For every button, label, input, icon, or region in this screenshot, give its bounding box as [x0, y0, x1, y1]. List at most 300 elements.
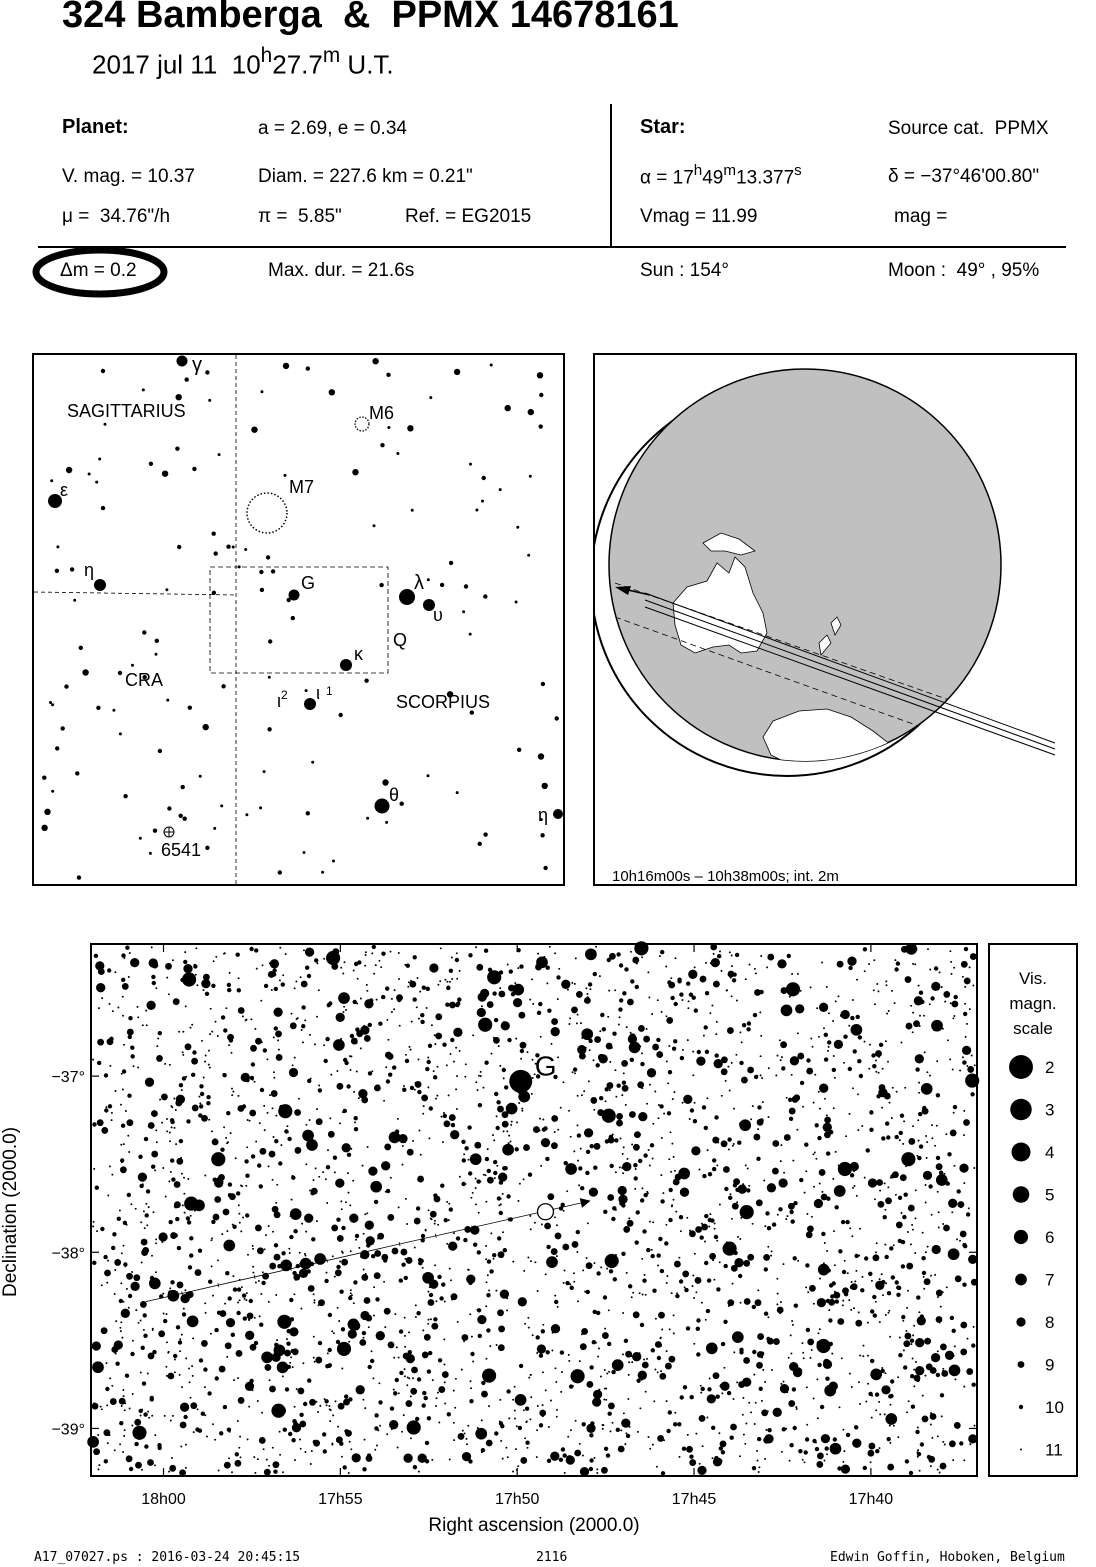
- field-star: [350, 1056, 352, 1058]
- field-star: [428, 1137, 430, 1139]
- field-star: [731, 1218, 733, 1220]
- field-star: [764, 1312, 768, 1316]
- field-star: [735, 1188, 739, 1192]
- field-star: [357, 960, 361, 964]
- field-star: [451, 1123, 455, 1127]
- field-star: [166, 1375, 168, 1377]
- field-star: [641, 1258, 643, 1260]
- field-star: [316, 1016, 318, 1018]
- field-star: [337, 1426, 339, 1428]
- field-star: [792, 1324, 794, 1326]
- field-star: [122, 1015, 124, 1017]
- field-star: [509, 969, 513, 973]
- field-star: [92, 1261, 96, 1265]
- field-star: [123, 1435, 125, 1437]
- field-star: [742, 1414, 744, 1416]
- field-star: [172, 1415, 174, 1417]
- field-star: [466, 1438, 468, 1440]
- field-star: [859, 1228, 861, 1230]
- field-star: [707, 1149, 709, 1151]
- field-star: [826, 1197, 830, 1201]
- field-star: [797, 1032, 799, 1034]
- field-star: [281, 982, 285, 986]
- finder-star: [543, 866, 547, 870]
- field-star: [163, 1319, 167, 1323]
- field-star: [282, 1471, 284, 1473]
- field-star: [339, 1122, 341, 1124]
- field-star: [280, 1144, 282, 1146]
- field-star: [225, 1342, 232, 1349]
- label-q: Q: [393, 630, 408, 650]
- field-star: [289, 1068, 298, 1077]
- field-star: [663, 1439, 665, 1441]
- field-star: [178, 1340, 182, 1344]
- field-star: [426, 1007, 428, 1009]
- field-star: [403, 1414, 405, 1416]
- x-tick-label: 17h55: [318, 1491, 363, 1508]
- field-star: [417, 1090, 421, 1094]
- field-star: [312, 1140, 314, 1142]
- field-star: [712, 1259, 714, 1261]
- field-star: [187, 1220, 191, 1224]
- field-star: [451, 978, 453, 980]
- field-star: [693, 1343, 695, 1345]
- field-star: [869, 1044, 871, 1046]
- field-star: [727, 1027, 734, 1034]
- field-star: [694, 1102, 696, 1104]
- field-star: [681, 999, 683, 1001]
- field-star: [720, 1440, 727, 1447]
- field-star: [915, 1430, 919, 1434]
- field-star: [480, 1075, 482, 1077]
- field-star: [850, 1173, 854, 1177]
- field-star: [761, 1400, 763, 1402]
- field-star: [835, 1000, 837, 1002]
- field-star: [726, 990, 728, 992]
- field-star: [554, 1300, 558, 1304]
- field-star: [828, 1012, 830, 1014]
- field-star: [151, 1415, 153, 1417]
- field-star: [406, 1257, 413, 1264]
- field-star: [806, 1213, 808, 1215]
- field-star: [631, 1296, 633, 1298]
- field-star: [429, 1293, 433, 1297]
- field-star: [155, 1238, 157, 1240]
- field-star: [478, 1212, 480, 1214]
- field-star: [446, 1243, 448, 1245]
- field-star: [906, 1307, 908, 1309]
- field-star: [644, 1193, 648, 1197]
- field-star: [374, 1413, 378, 1417]
- field-star: [683, 1385, 687, 1389]
- field-star: [962, 1283, 966, 1287]
- field-star: [885, 1197, 892, 1204]
- field-star: [832, 1020, 834, 1022]
- field-star: [413, 1465, 417, 1469]
- field-star: [939, 971, 941, 973]
- field-star: [901, 1315, 905, 1319]
- field-star: [387, 1039, 389, 1041]
- field-star: [464, 1146, 468, 1150]
- field-star: [754, 968, 756, 970]
- field-star: [834, 1040, 843, 1049]
- finder-star: [352, 469, 358, 475]
- field-star: [594, 1262, 596, 1264]
- field-star: [805, 1437, 809, 1441]
- field-star: [851, 1386, 853, 1388]
- field-star: [560, 1350, 564, 1354]
- field-star: [392, 1248, 399, 1255]
- field-star: [796, 1408, 798, 1410]
- field-star: [874, 1198, 876, 1200]
- finder-star: [382, 779, 388, 785]
- field-star: [453, 1061, 455, 1063]
- field-star: [730, 1436, 734, 1440]
- field-star: [934, 1145, 936, 1147]
- field-star: [826, 986, 828, 988]
- field-star: [477, 1089, 479, 1091]
- field-star: [592, 1397, 601, 1406]
- field-star: [483, 1087, 485, 1089]
- field-star: [596, 1468, 598, 1470]
- field-star: [924, 1278, 931, 1285]
- field-star: [344, 1061, 348, 1065]
- field-star: [300, 1258, 312, 1270]
- field-star: [96, 983, 105, 992]
- field-star: [190, 1027, 192, 1029]
- field-star: [742, 1397, 744, 1399]
- field-star: [181, 1089, 183, 1091]
- field-star: [468, 1459, 472, 1463]
- field-star: [307, 974, 311, 978]
- field-star: [211, 1220, 215, 1224]
- field-star: [923, 1015, 925, 1017]
- field-star: [489, 1269, 493, 1273]
- field-star: [122, 1451, 124, 1453]
- field-star: [317, 1411, 319, 1413]
- field-star: [453, 1422, 455, 1424]
- field-star: [151, 1110, 158, 1117]
- star-iota1: [304, 698, 316, 710]
- field-star: [759, 1387, 763, 1391]
- field-star: [393, 1389, 395, 1391]
- field-star: [564, 1270, 566, 1272]
- field-star: [334, 1171, 336, 1173]
- field-star: [847, 1272, 849, 1274]
- field-star: [371, 1360, 373, 1362]
- field-star: [404, 1375, 406, 1377]
- field-star: [599, 1096, 603, 1100]
- field-star: [437, 1066, 439, 1068]
- field-star: [972, 1383, 976, 1387]
- finder-star: [311, 761, 314, 764]
- field-star: [427, 1369, 431, 1373]
- field-star: [173, 1098, 175, 1100]
- field-star: [481, 1005, 483, 1007]
- field-star: [428, 1209, 430, 1211]
- field-star: [879, 1084, 886, 1091]
- field-star: [960, 1231, 967, 1238]
- field-star: [702, 1105, 706, 1109]
- field-star: [417, 1377, 421, 1381]
- field-star: [942, 1028, 944, 1030]
- field-star: [627, 1220, 634, 1227]
- field-star: [256, 968, 258, 970]
- field-star: [565, 1163, 577, 1175]
- field-star: [371, 1070, 373, 1072]
- field-star: [435, 1033, 442, 1040]
- field-star: [415, 1417, 419, 1421]
- field-star: [580, 1343, 587, 1350]
- field-star: [346, 1084, 350, 1088]
- field-star: [442, 1141, 444, 1143]
- field-star: [625, 1351, 632, 1358]
- field-star: [868, 1443, 875, 1450]
- field-star: [472, 1192, 474, 1194]
- field-star: [434, 1220, 436, 1222]
- field-star: [453, 1232, 455, 1234]
- field-star: [890, 1404, 892, 1406]
- field-star: [305, 1255, 307, 1257]
- field-star: [919, 991, 923, 995]
- field-star: [667, 1082, 669, 1084]
- field-star: [741, 1041, 743, 1043]
- field-star: [126, 1119, 133, 1126]
- field-star: [135, 1309, 137, 1311]
- field-star: [430, 1218, 432, 1220]
- field-star: [204, 1386, 206, 1388]
- field-star: [851, 1281, 853, 1283]
- field-star: [406, 1259, 408, 1261]
- field-star: [885, 1413, 897, 1425]
- label-ngc6541: 6541: [161, 840, 202, 860]
- field-star: [760, 1055, 762, 1057]
- field-star: [225, 1007, 227, 1009]
- field-star: [554, 1216, 556, 1218]
- field-star: [670, 996, 674, 1000]
- field-star: [896, 1285, 900, 1289]
- field-star: [374, 1449, 376, 1451]
- field-star: [273, 1077, 275, 1079]
- field-star: [829, 1342, 833, 1346]
- field-star: [747, 1124, 749, 1126]
- field-star: [764, 1381, 766, 1383]
- field-star: [203, 1367, 207, 1371]
- field-star: [404, 1317, 406, 1319]
- field-star: [219, 1366, 226, 1373]
- field-star: [448, 1219, 450, 1221]
- field-star: [858, 1381, 860, 1383]
- field-star: [815, 1158, 817, 1160]
- field-star: [341, 1368, 343, 1370]
- field-star: [719, 950, 721, 952]
- field-star: [727, 1137, 731, 1141]
- field-star: [332, 1255, 334, 1257]
- field-star: [211, 1031, 213, 1033]
- field-star: [333, 1156, 337, 1160]
- field-star: [299, 1252, 301, 1254]
- field-star: [342, 1329, 344, 1331]
- field-star: [518, 1426, 522, 1430]
- field-star: [484, 949, 488, 953]
- field-star: [704, 1025, 708, 1029]
- field-star: [564, 982, 566, 984]
- field-star: [744, 1298, 751, 1305]
- finder-star: [271, 569, 275, 573]
- field-star: [350, 1448, 352, 1450]
- field-star: [294, 1459, 296, 1461]
- finder-star: [427, 578, 430, 581]
- field-star: [497, 1309, 504, 1316]
- field-star: [226, 1318, 235, 1327]
- field-star: [217, 1259, 219, 1261]
- field-star: [192, 1337, 194, 1339]
- field-star: [434, 1043, 436, 1045]
- field-star: [530, 1396, 532, 1398]
- field-star: [716, 1395, 720, 1399]
- field-star: [475, 1203, 477, 1205]
- field-star: [231, 1471, 233, 1473]
- field-star: [948, 1248, 960, 1260]
- field-star: [462, 1158, 466, 1162]
- field-star: [580, 1022, 582, 1024]
- finder-star: [214, 551, 218, 555]
- field-star: [211, 1237, 213, 1239]
- field-star: [963, 1110, 965, 1112]
- field-star: [290, 1022, 297, 1029]
- field-star: [642, 1187, 644, 1189]
- field-star: [292, 1419, 296, 1423]
- field-star: [936, 1156, 940, 1160]
- field-star: [702, 1445, 704, 1447]
- finder-star: [66, 467, 72, 473]
- field-star: [166, 1341, 168, 1343]
- field-star: [867, 1450, 874, 1457]
- field-star: [305, 1231, 307, 1233]
- field-star: [876, 1179, 883, 1186]
- field-star: [441, 1282, 445, 1286]
- path-tick: [435, 1234, 436, 1238]
- field-star: [187, 1199, 189, 1201]
- finder-star: [176, 394, 182, 400]
- field-star: [432, 1379, 434, 1381]
- field-star: [696, 1352, 700, 1356]
- field-star: [305, 1451, 307, 1453]
- field-star: [376, 1445, 378, 1447]
- field-star: [843, 1035, 847, 1039]
- field-star: [137, 1067, 139, 1069]
- field-star: [768, 1067, 770, 1069]
- field-star: [942, 1223, 944, 1225]
- field-star: [600, 1376, 602, 1378]
- field-star: [429, 1286, 431, 1288]
- field-star: [757, 1351, 764, 1358]
- field-star: [764, 1458, 766, 1460]
- field-star: [289, 1252, 291, 1254]
- field-star: [107, 1442, 109, 1444]
- field-star: [188, 1368, 190, 1370]
- field-star: [819, 1108, 821, 1110]
- field-star: [356, 1003, 358, 1005]
- field-star: [692, 1074, 694, 1076]
- field-star: [435, 1300, 437, 1302]
- field-star: [849, 1113, 851, 1115]
- field-star: [405, 1059, 409, 1063]
- field-star: [913, 1325, 915, 1327]
- field-star: [451, 1299, 453, 1301]
- field-star: [557, 1129, 559, 1131]
- field-star: [585, 948, 597, 960]
- field-star: [757, 1105, 761, 1109]
- path-arrowhead: [580, 1198, 591, 1208]
- field-star: [815, 1442, 817, 1444]
- field-star: [514, 1418, 516, 1420]
- field-star: [404, 1368, 406, 1370]
- field-star: [915, 1189, 917, 1191]
- field-star: [931, 1137, 933, 1139]
- field-star: [637, 1431, 639, 1433]
- field-star: [729, 1250, 733, 1254]
- finder-star: [260, 390, 263, 393]
- field-star: [475, 1178, 477, 1180]
- field-star: [717, 954, 721, 958]
- field-star: [783, 1172, 785, 1174]
- field-star: [652, 1158, 654, 1160]
- field-star: [735, 953, 739, 957]
- field-star: [273, 1071, 275, 1073]
- field-star: [204, 1175, 206, 1177]
- field-star: [146, 1189, 150, 1193]
- field-star: [555, 1367, 557, 1369]
- field-star: [608, 1412, 612, 1416]
- field-star: [427, 1323, 429, 1325]
- field-star: [660, 1269, 664, 1273]
- field-star: [347, 1172, 349, 1174]
- field-star: [444, 1381, 446, 1383]
- field-star: [665, 1224, 667, 1226]
- field-star: [104, 1108, 108, 1112]
- field-star: [633, 1311, 640, 1318]
- field-star: [274, 1254, 281, 1261]
- field-star: [541, 1138, 550, 1147]
- field-star: [618, 1186, 627, 1195]
- finder-star: [101, 506, 105, 510]
- field-star: [138, 1155, 142, 1159]
- field-star: [783, 1263, 785, 1265]
- field-star: [252, 1266, 254, 1268]
- field-star: [302, 1362, 304, 1364]
- field-star: [189, 1253, 193, 1257]
- field-star: [941, 1415, 943, 1417]
- field-star: [579, 1053, 586, 1060]
- field-star: [907, 1342, 909, 1344]
- field-star: [959, 1441, 963, 1445]
- field-star: [131, 1054, 135, 1058]
- field-star: [759, 1011, 761, 1013]
- field-star: [835, 1205, 839, 1209]
- finder-star: [244, 548, 247, 551]
- field-star: [901, 1152, 915, 1166]
- star-g-sco: [289, 590, 300, 601]
- field-star: [437, 1275, 441, 1279]
- field-star: [936, 1373, 940, 1377]
- field-star: [607, 1342, 611, 1346]
- field-star: [562, 1244, 569, 1251]
- field-star: [833, 1437, 837, 1441]
- field-star: [816, 1378, 818, 1380]
- legend-title: magn.: [1009, 994, 1057, 1013]
- field-star: [537, 1290, 539, 1292]
